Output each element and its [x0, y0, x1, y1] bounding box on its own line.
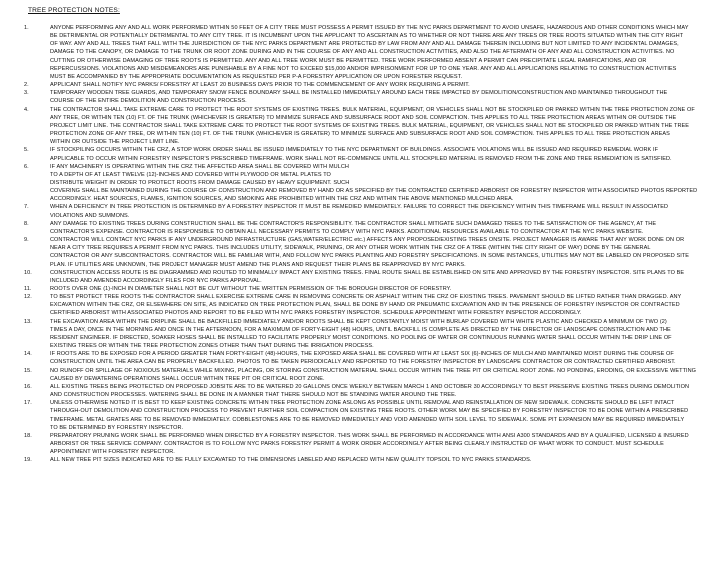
note-number: 9.: [24, 237, 29, 244]
note-number: 12.: [24, 294, 32, 301]
note-item: [22, 89, 708, 105]
note-item: [22, 24, 708, 81]
note-text: NO RUNOFF OR SPILLAGE OF NOXIOUS MATERIALS WHILE MIXING, PLACING, OR STORING CONSTRUCTION MATERIAL SHALL OCCUR WITHIN THE TREE PIT OR CRITICAL ROOT ZONE. NO PONDING, ERODING, OR EXCESSIVE WETTING CAUSED BY DEWATERING OPERATIONS SHALL OCCUR WITHIN TREE PIT OR CRITICAL ROOT ZONE.: [50, 367, 697, 382]
note-text: UNLESS OTHERWISE NOTED IT IS BEST TO KEEP EXISTING CONCRETE WITHIN TREE PROTECTION ZONE ASLONG AS POSSIBLE UNTIL REMOVAL AND REINSTALLATION OF NEW SIDEWALK. CONCRETE SHOULD BE LEFT INTACT THROUGH-OUT DEMOLITION AND CONSTRUCTION PROCESS TO PREVENT FURTHER SOIL COMPACTION ON EXISTING TREE ROOTS. OTHER WORK MAY BE SPECIFIED BY FORESTRY INSPECTOR TO BE DONE WITHIN A PRESCRIBED TIMEFRAME. METAL GRATES ARE TO BE REMOVED IMMEDIATELY. COBBLESTONES ARE TO BE REMOVED IMMEDIATELY AND VOID AMENDED WITH SOIL LEVEL TO SIDEWALK. SOME PIT EXPANSION MAY BE REQUIRED IMMEDIATELY TO BE DETERMINED BY FORESTRY INSPECTOR.: [50, 400, 689, 431]
note-item: [22, 285, 708, 293]
note-number: 10.: [24, 269, 32, 276]
note-item: [22, 269, 708, 285]
note-item: [22, 318, 708, 351]
note-number: 16.: [24, 383, 32, 390]
note-number: 5.: [24, 147, 29, 154]
note-text: ALL EXISTING TREES BEING PROTECTED ON PROPOSED JOBSITE ARE TO BE WATERED 20 GALLONS ONCE WEEKLY BETWEEN MARCH 1 AND OCTOBER 30 ACCORDINGLY TO BEST PRESERVE EXISTING TREES DURING DEMOLITION AND CONSTRUCTION PROCESSES. WATERING SHALL BE DONE IN A MANNER THAT THERE SHOULD NOT BE STANDING WATER AROUND THE TREE.: [50, 383, 690, 399]
note-item: [22, 432, 708, 456]
note-item: [22, 456, 708, 464]
note-text: ANY DAMAGE TO EXISTING TREES DURING CONSTRUCTION SHALL BE THE CONTRACTOR'S RESPONSIBILITY. THE CONTRACTOR SHALL MITIGATE SUCH DAMAGED TREES TO THE SATISFACTION OF THE AGENCY, AT THE CONTRACTOR'S EXPENSE. CONTRACTOR IS RESPONSIBLE TO OBTAIN ALL NECESSARY PERMITS TO COMPLY WITH NYC PARKS. ADDITIONAL RESOURCES AVAILABLE TO CONTRACTOR AT THE NYC PARKS WEBSITE.: [50, 220, 657, 235]
note-text: IF STOCKPILING OCCURS WITHIN THE CRZ, A STOP WORK ORDER SHALL BE ISSUED IMMEDIATELY TO THE NYC DEPARTMENT OF BUILDINGS. ASSOCIATE VIOLATIONS WILL BE ISSUED AND REQUIRED REMEDIAL WORK IF APPLICABLE TO OCCUR WITHIN FORESTRY INSPECTOR'S PRESCRIBED TIMEFRAME. WORK SHALL NOT RE-COMMENCE UNTIL ALL STOCKPILED MATERIAL IS REMOVED FROM THE ZONE AND TREE REMEDIATION IS SATISFIED.: [50, 147, 672, 162]
note-item: [22, 236, 708, 269]
note-text: TO BEST PROTECT TREE ROOTS THE CONTRACTOR SHALL EXERCISE EXTREME CARE IN REMOVING CONCRETE OR ASPHALT WITHIN THE CRZ OF EXISTING TREES. PAVEMENT SHOULD BE LIFTED RATHER THAN DRAGGED. ANY EXCAVATION WITHIN THE CRZ, OR ELSEWHERE ON SITE, AS INDICATED ON TREE PROTECTION PLAN, SHALL BE DONE BY HAND OR PNEUMATIC EXCAVATION AND IN THE PRESENCE OF FORESTRY INSPECTOR OR CONTRACTED CERTIFIED ARBORIST WITH ASSOCIATED PHOTOS AND REPORT TO BE FILED WITH NYC PARKS FORESTRY INSPECTOR. SCHEDULE APPOINTMENT WITH FORESTRY INSPECTOR ACCORDINGLY.: [50, 294, 682, 317]
note-number: 15.: [24, 367, 32, 374]
note-item: [22, 220, 708, 236]
note-number: 17.: [24, 400, 32, 407]
notes-list: [22, 24, 708, 464]
note-number: 7.: [24, 204, 29, 211]
note-number: 4.: [24, 106, 29, 113]
note-number: 3.: [24, 90, 29, 97]
note-item: [22, 163, 708, 204]
note-number: 11.: [24, 286, 32, 292]
note-item: [22, 106, 708, 147]
note-number: 18.: [24, 432, 32, 439]
note-number: 6.: [24, 163, 29, 170]
note-number: 8.: [24, 220, 29, 227]
note-number: 1.: [24, 25, 29, 31]
note-text: CONSTRUCTION ACCESS ROUTE IS BE DIAGRAMMED AND ROUTED TO MINIMALLY IMPACT ANY EXISTING TREES. FINAL ROUTE SHALL BE ESTABLISHED ON SITE AND APPROVED BY THE FORESTRY INSPECTOR. SITE PLANS TO BE INCLUDED AND AMENDED ACCORDINGLY FILES FOR NYC PARKS APPROVAL.: [50, 269, 685, 284]
note-number: 14.: [24, 351, 32, 358]
note-text: ALL NEW TREE PIT SIZES INDICATED ARE TO BE FULLY EXCAVATED TO THE DIMENSIONS LABELED AND REPLACED WITH NEW QUALITY TOPSOIL TO NYC PARKS STANDARDS.: [50, 457, 532, 464]
note-text: PREPARATORY PRUNING WORK SHALL BE PERFORMED WHEN DIRECTED BY A FORESTRY INSPECTOR. THIS WORK SHALL BE PERFORMED IN ACCORDANCE WITH ANSI A300 STANDARDS AND BY A QUALIFIED, LICENSED & INSURED ARBORIST OR TREE SERVICE COMPANY. CONTRACTOR IS TO FOLLOW NYC PARKS FORESTRY PERMIT & WORK ORDER ACCORDINGLY AFTER BEING CLEARLY INSTRUCTED OF WHAT WORK TO CONDUCT. MUST SCHEDULE APPOINTMENT WITH FORESTRY INSPECTOR.: [50, 432, 689, 456]
note-text: IF ROOTS ARE TO BE EXPOSED FOR A PERIOD GREATER THAN FORTY-EIGHT (48)-HOURS, THE EXPOSED AREA SHALL BE COVERED WITH AT LEAST SIX (6)-INCHES OF MULCH AND MAINTAINED MOIST DURING THE COURSE OF CONSTRUCTION UNTIL THE AREA CAN BE PROPERLY BACKFILLED. PHOTOS TO BE TAKEN PERIODICALLY AND REPORTED TO THE FORESTRY INSPECTOR BY LANDSCAPE CONTRACTOR OR CONTRACTED CERTIFIED ARBORIST.: [50, 351, 676, 366]
note-number: 13.: [24, 318, 32, 325]
note-text: APPLICANT SHALL NOTIFY NYC PARKS/ FORESTRY AT LEAST 20 BUSINESS DAYS PRIOR TO THE COMMENCEMENT OF ANY WORK REQUIRING A PERMIT.: [50, 82, 470, 89]
note-text: WHEN A DEFICIENCY IN TREE PROTECTION IS DETERMINED BY A FORESTRY INSPECTOR IT MUST BE REMEDIED IMMEDIATELY. FAILURE TO CORRECT THE DEFICIENCY WITHIN THIS TIMEFRAME WILL RESULT IN ASSOCIATED VIOLATIONS AND SUMMONS.: [50, 204, 669, 219]
notes-title: TREE PROTECTION NOTES:: [28, 7, 120, 14]
note-text: TEMPORARY WOODEN TREE GUARDS, AND TEMPORARY SNOW FENCE BOUNDARY SHALL BE INSTALLED IMMEDIATELY AROUND EACH TREE IMPACTED BY DEMOLITION/CONSTRUCTION AND MAINTAINED THROUGHOUT THE COURSE OF THE ENTIRE DEMOLITION AND CONSTRUCTION PROCESS.: [50, 90, 668, 105]
note-item: [22, 350, 708, 366]
note-item: [22, 293, 708, 317]
tree-protection-notes-sheet: [22, 6, 708, 464]
note-text: CONTRACTOR WILL CONTACT NYC PARKS IF ANY UNDERGROUND INFRASTRUCTURE (GAS,WATER/ELECTRIC etc.) AFFECTS ANY PROPOSED/EXISTING TREES ONSITE. PROJECT MANAGER IS AWARE THAT ANY WORK DONE ON OR NEAR A CITY TREE REQUIRES A PERMIT FROM NYC PARKS. THIS INCLUDES UTILITY, SIDEWALK, PRUNING, OR ANY OTHER WORK WITHIN THE CRZ OF A TREE (WITHIN THE CITY RIGHT OF WAY) DONE BY THE GENERAL CONTRACTOR OR ANY SUBCONTRACTORS. CONTRACTOR WILL BE FAMILIAR WITH, AND FOLLOW NYC PARKS PLANTING AND FORESTRY SPECIFICATIONS. IN SOME INSTANCES, UTILITIES MAY NOT BE LABELED ON PROPOSED SITE PLAN. IF UTILITIES ARE UNKNOWN, THE PROJECT MANAGER MUST AMEND THE PLANS AND REQUEST THEIR PLANS BE REAPPROVED BY NYC PARKS.: [50, 237, 690, 268]
note-text: THE EXCAVATION AREA WITHIN THE DRIPLINE SHALL BE BACKFILLED IMMEDIATELY AND/OR ROOTS SHALL BE KEPT CONSTANTLY MOIST WITH BURLAP COVERED WITH WHITE PLASTIC AND CHECKED A MINIMUM OF TWO (2) TIMES A DAY, ONCE IN THE MORNING AND ONCE IN THE AFTERNOON, FOR A MAXIMUM OF FORTY-EIGHT (48) HOURS, UNTIL BACKFILL IS COMPLETE AS DIRECTED BY THE DIRECTOR OF LANDSCAPE CONSTRUCTION AND THE RESIDENT ENGINEER. IF DIRECTED, SOAKER HOSES SHALL BE INSTALLED TO FACILITATE PROPERLY MOIST CONDITIONS. NO POOLING OF WATER OR CONTINUOUS RUNNING WATER SHALL OCCUR WITHIN THE DRIP LINE OF EXISTING TREES OR WITHIN THE TREE PROTECTION ZONES OTHER THAN THAT DURING THE IRRIGATION PROCESS.: [50, 318, 672, 350]
note-item: [22, 367, 708, 383]
note-text: ANYONE PERFORMING ANY AND ALL WORK PERFORMED WITHIN 50 FEET OF A CITY TREE MUST POSSESS A PERMIT ISSUED BY THE NYC PARKS DEPARTMENT TO AVOID UNSAFE, HAZARDOUS AND OTHER CONDITIONS WHICH MAY BE DETRIMENTAL OR POTENTIALLY DETRIMENTAL TO ANY CITY TREE. IT IS INCUMBENT UPON THE APPLICANT TO ASCERTAIN AS TO WHETHER OR NOT THERE ARE ANY TREES OR TREE ROOTS SITUATED WITHIN THE CITY RIGHT OF WAY. ANY AND ALL TREES THAT FALL WITH THE JURISDICTION OF THE NYC PARKS DEPARTMENT ARE PROTECTED BY LAW FROM ANY AND ALL DAMAGE THEREIN INCLUDING BUT NOT LIMITED TO ANY INCIDENTAL DAMAGES, DAMAGE TO THE CANOPY, OR DAMAGE TO THE TRUNK OR ROOT ZONE DURING AND IN THE COURSE OF ANY AND ALL CONSTRUCTION ACTIVITIES, AND ALSO THE AFTERMATH OF ANY AND ALL CONSTRUCTION ACTIVITIES. NO CUTTING OR OTHERWISE DAMAGING OF TREE ROOTS IS PERMITTED. ANY AND ALL TREE WORK MUST BE PERMITTED. TREE WORK PERFORMED ABSENT A PERMIT CAN PRECIPITATE LEGAL RAMIFICATIONS, AND OR REPERCUSSIONS. VIOLATIONS AND MISDEMEANORS ARE PUNISHABLE BY A FINE NOT TO EXCEED $15,000 AND/OR IMPRISONMENT FOR UP TO ONE YEAR. ANY AND ALL APPLICATIONS RELATING TO CONSTRUCTION ACTIVITIES MUST BE ACCOMPANIED BY THE APPROPRIATE DOCUMENTATION AS REQUESTED PER P-A FORESTRY APPLICATION OR UPON FORESTER REQUEST.: [50, 25, 689, 80]
note-item: [22, 399, 708, 432]
note-text: THE CONTRACTOR SHALL TAKE EXTREME CARE TO PROTECT THE ROOT SYSTEMS OF EXISTING TREES. BULK MATERIAL, EQUIPMENT, OR VEHICLES SHALL NOT BE STOCKPILED OR PARKED WITHIN THE TREE PROTECTION ZONE OF ANY TREE, OR WITHIN TEN (10) FT. OF THE TRUNK (WHICHEVER IS GREATER) TO MINIMIZE SURFACE AND SUBSURFACE ROOT AND SOIL COMPACTION. THIS APPLIES TO ALL TREE PROTECTION AREAS WITHIN OR OUTSIDE THE PROJECT LIMIT LINE. THE CONTRACTOR SHALL TAKE EXTREME CARE TO PROTECT THE ROOT SYSTEMS OF EXISTING TREES. BULK MATERIAL, EQUIPMENT, OR VEHICLES SHALL NOT BE STOCKPILED OR PARKED WITHIN THE TREE PROTECTION ZONE OF ANY TREE, OR WITHIN TEN (10) FT. OF THE TRUNK (WHICHEVER IS GREATER) TO MINIMIZE SURFACE AND SUBSURFACE ROOT AND SOIL COMPACTION. THIS APPLIES TO ALL TREE PROTECTION AREAS WITHIN OR OUTSIDE THE PROJECT LIMIT LINE.: [50, 106, 695, 146]
note-number: 19.: [24, 457, 32, 464]
note-item: [22, 203, 708, 219]
note-item: [22, 81, 708, 89]
note-text: ROOTS OVER ONE (1)-INCH IN DIAMETER SHALL NOT BE CUT WITHOUT THE WRITTEN PERMISSION OF THE BOROUGH DIRECTOR OF FORESTRY.: [50, 286, 452, 292]
note-item: [22, 146, 708, 162]
note-text: IF ANY MACHINERY IS OPERATING WITHIN THE CRZ THE AFFECTED AREA SHALL BE COVERED WITH MULCH TO A DEPTH OF AT LEAST TWELVE (12)-INCHES AND COVERED WITH PLYWOOD OR METAL PLATES TO DISTRIBUTE WEIGHT IN ORDER TO PROTECT ROOTS FROM DAMAGE CAUSED BY HEAVY EQUIPMENT. SUCH COVERING SHALL BE MAINTAINED DURING THE COURSE OF CONSTRUCTION AND REMOVED BY HAND OR AS SPECIFIED BY THE CONTRACTED CERTIFIED ARBORIST OR FORESTRY INSPECTOR WITH ASSOCIATED PHOTOS REPORTED ACCORDINGLY. HEAT SOURCES, FLAMES, IGNITION SOURCES, AND SMOKING ARE PROHIBITED WITHIN THE CRZ AND WITHIN THE ABOVE MENTIONED MULCHED AREA.: [50, 163, 698, 203]
note-number: 2.: [24, 82, 29, 89]
note-item: [22, 383, 708, 399]
